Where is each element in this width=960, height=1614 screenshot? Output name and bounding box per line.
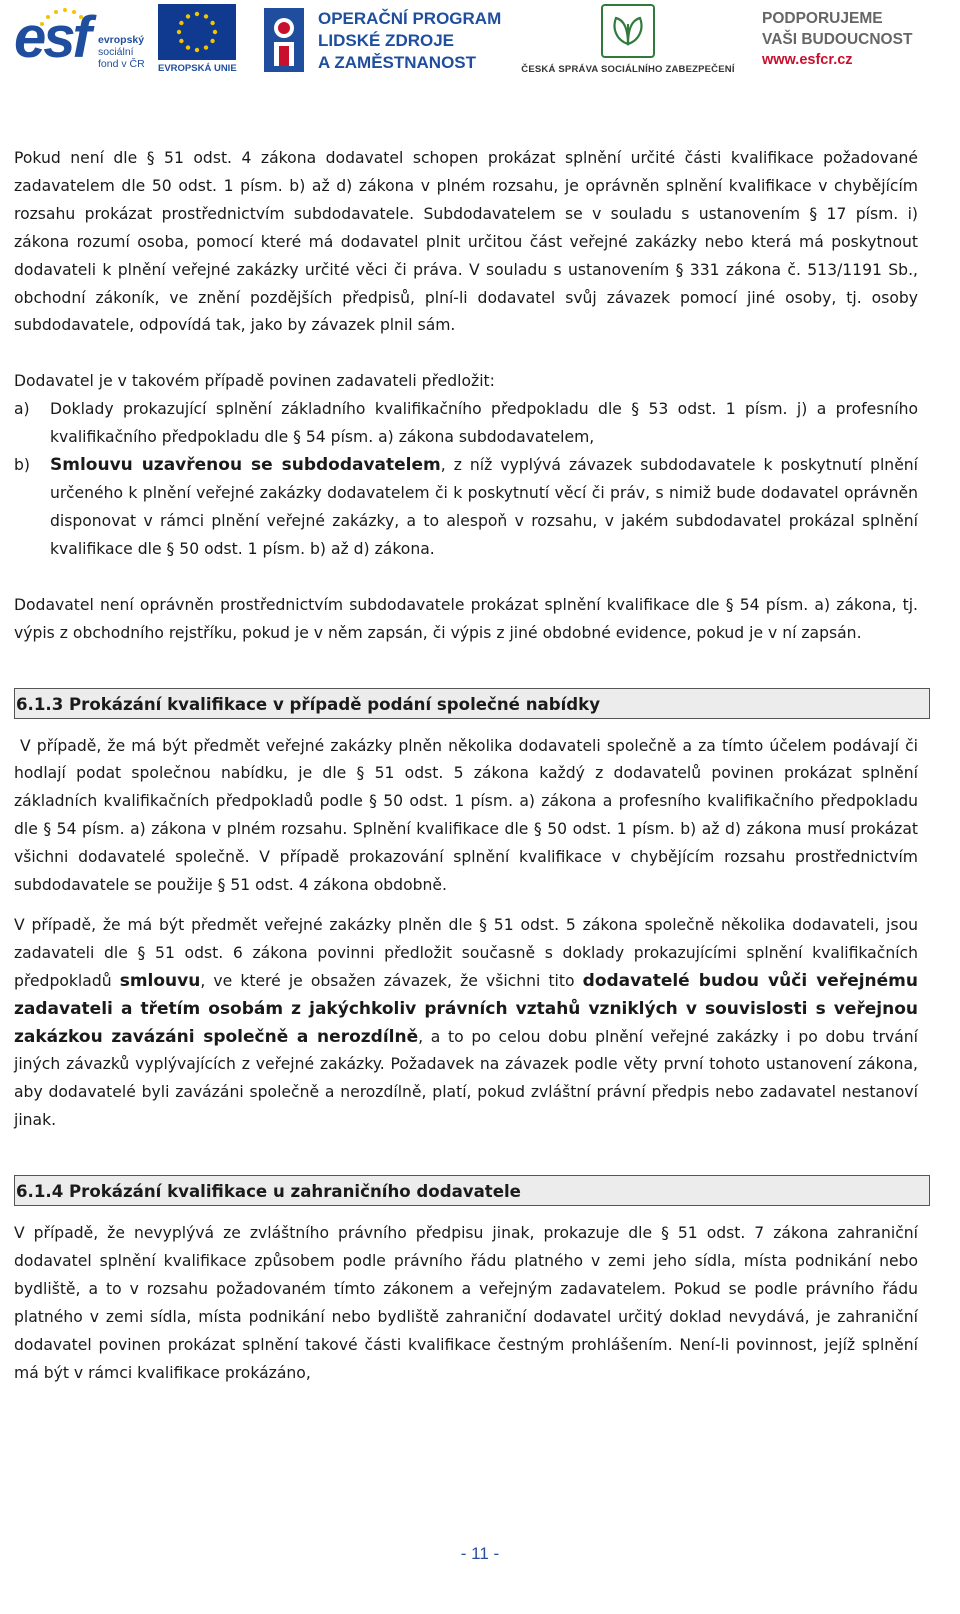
op-line-1: OPERAČNÍ PROGRAM (318, 9, 502, 28)
esf-line-2: sociální (98, 46, 134, 58)
section-heading-6-1-4: 6.1.4 Prokázání kvalifikace u zahraničního dodavatele (14, 1175, 930, 1206)
eu-flag-icon (158, 4, 236, 60)
esf-line-1: evropský (98, 34, 145, 46)
slogan-logo (762, 8, 952, 71)
bold-run: smlouvu (119, 970, 201, 991)
eu-logo (158, 4, 236, 76)
section-heading-6-1-3: 6.1.3 Prokázání kvalifikace v případě podání společné nabídky (14, 688, 930, 719)
list-item-bold: Smlouvu uzavřenou se subdodavatelem (50, 455, 441, 476)
required-documents-list (14, 396, 918, 563)
op-people-icon (262, 6, 308, 74)
list-item (14, 396, 918, 452)
paragraph-foreign-supplier: V případě, že nevyplývá ze zvláštního právního předpisu jinak, prokazuje dle § 51 odst. 7 zákona zahraniční dodavatel splnění kvalifikace způsobem podle právního řádu platného v zemi jeho sídla, místa podnikání nebo bydliště, a to v rozsahu požadovaném tímto zákonem a veřejným zadavatelem. Pokud se podle právního řádu platného v zemi sídla, místa podnikání nebo bydliště zahraniční dodavatel určitý doklad nevydává, je zahraniční dodavatel povinen prokázat splnění takové části kvalifikace čestným prohlášením. Není-li povinnost, jejíž splnění má být v rámci kvalifikace prokázáno, (14, 1224, 918, 1382)
list-item-text: Doklady prokazující splnění základního kvalifikačního předpokladu dle § 53 odst. 1 písm. j) a profesního kvalifikačního předpokladu dle § 54 písm. a) zákona subdodavatelem, (50, 400, 918, 447)
document-body (14, 145, 918, 1388)
slogan-line-1: PODPORUJEME (762, 10, 883, 27)
eu-label: EVROPSKÁ UNIE (158, 63, 237, 74)
list-item-text (50, 452, 918, 564)
esf-wordmark: esf (14, 5, 89, 70)
paragraph-joint-bid: V případě, že má být předmět veřejné zakázky plněn několika dodavateli společně a za tímto účelem podávají či hodlají podat společnou nabídku, je dle § 51 odst. 5 zákona každý z dodavatelů povinen prokázat splnění základních kvalifikačních předpokladů podle § 50 odst. 1 písm. a) zákona a profesního kvalifikačního předpokladu dle § 54 písm. a) zákona v plném rozsahu. Splnění kvalifikace dle § 50 odst. 1 písm. b) až d) zákona musí prokázat všichni dodavatelé společně. V případě prokazování splnění kvalifikace v chybějícím rozsahu prostřednictvím subdodavatele se použije § 51 odst. 4 zákona obdobně. (14, 736, 918, 895)
op-line-2: LIDSKÉ ZDROJE (318, 31, 455, 50)
paragraph-joint-contract (14, 912, 918, 1135)
paragraph-subcontractor: Pokud není dle § 51 odst. 4 zákona dodavatel schopen prokázat splnění určité části kvalifikace požadované zadavatelem dle 50 odst. 1 písm. b) až d) zákona v plném rozsahu, je oprávněn splnění kvalifikace v chybějícím rozsahu prokázat prostřednictvím subdodavatele. Subdodavatelem se v souladu s ustanovením § 17 písm. i) zákona rozumí osoba, pomocí které má dodavatel plnit určitou část veřejné zakázky nebo která má poskytnout dodavateli k plnění veřejné zakázky určité věci či práva. V souladu s ustanovením § 331 zákona č. 513/1191 Sb., obchodní zákoník, ve znění pozdějších předpisů, plní-li dodavatel svůj závazek pomocí jiné osoby, tj. osoby subdodavatele, odpovídá tak, jako by závazek plnil sám. (14, 149, 918, 335)
text-run: V případě, že má být předmět veřejné zakázky plněn dle § 51 odst. 5 zákona společně několika dodavateli, jsou zadavateli dle § 51 odst. 6 zákona povinni předložit současně s doklady prokazujícími splnění kvalifikačních předpokladů (14, 915, 918, 990)
bold-run: dodavatelé budou vůči veřejnému zadavateli a třetím osobám z jakýchkoliv právních vztahů vzniklých v souvislosti s veřejnou zakázkou zavázáni společně a nerozdílně (14, 970, 919, 1047)
text-run: , ve které je obsažen závazek, že všichni tito (200, 971, 583, 990)
cssz-logo (520, 4, 736, 76)
esf-line-3: fond v ČR (98, 58, 145, 70)
list-marker: b) (14, 456, 30, 475)
logo-header (0, 0, 960, 90)
slogan-line-2: VAŠI BUDOUCNOST (762, 31, 913, 48)
list-item-rest: , z níž vyplývá závazek subdodavatele k poskytnutí plnění určeného k plnění veřejné zakázky dodavatelem či k poskytnutí věcí či práv, s nimiž bude dodavatel oprávněn disponovat v rámci plnění veřejné zakázky, a to alespoň v rozsahu, v jakém subdodavatel prokázal splnění kvalifikace dle § 50 odst. 1 písm. b) až d) zákona. (50, 456, 918, 558)
cssz-label: ČESKÁ SPRÁVA SOCIÁLNÍHO ZABEZPEČENÍ (521, 64, 735, 75)
esf-subtitle (98, 34, 145, 70)
list-item (14, 452, 918, 564)
op-title (318, 8, 501, 74)
esf-logo (14, 4, 152, 76)
paragraph-obligation-intro: Dodavatel je v takovém případě povinen zadavateli předložit: (14, 372, 495, 391)
paragraph-not-entitled: Dodavatel není oprávněn prostřednictvím subdodavatele prokázat splnění kvalifikace dle § 54 písm. a) zákona, tj. výpis z obchodního rejstříku, pokud je v něm zapsán, či výpis z jiné obdobné evidence, pokud je v ní zapsán. (14, 595, 918, 642)
leaf-icon (601, 4, 655, 58)
op-line-3: A ZAMĚSTNANOST (318, 53, 477, 72)
text-run: , a to po celou dobu plnění veřejné zakázky i po dobu trvání jiných závazků vyplývajících z veřejné zakázky. Požadavek na závazek podle věty první tohoto ustanovení zákona, aby dodavatelé byli zavázáni společně a nerozdílně, platí, pokud zvláštní právní předpis nebo zadavatel nestanoví jinak. (14, 1027, 919, 1130)
op-logo (262, 6, 502, 74)
page-number: - 11 - (460, 1544, 500, 1563)
list-marker: a) (14, 400, 30, 419)
slogan-url[interactable]: www.esfcr.cz (762, 52, 853, 68)
